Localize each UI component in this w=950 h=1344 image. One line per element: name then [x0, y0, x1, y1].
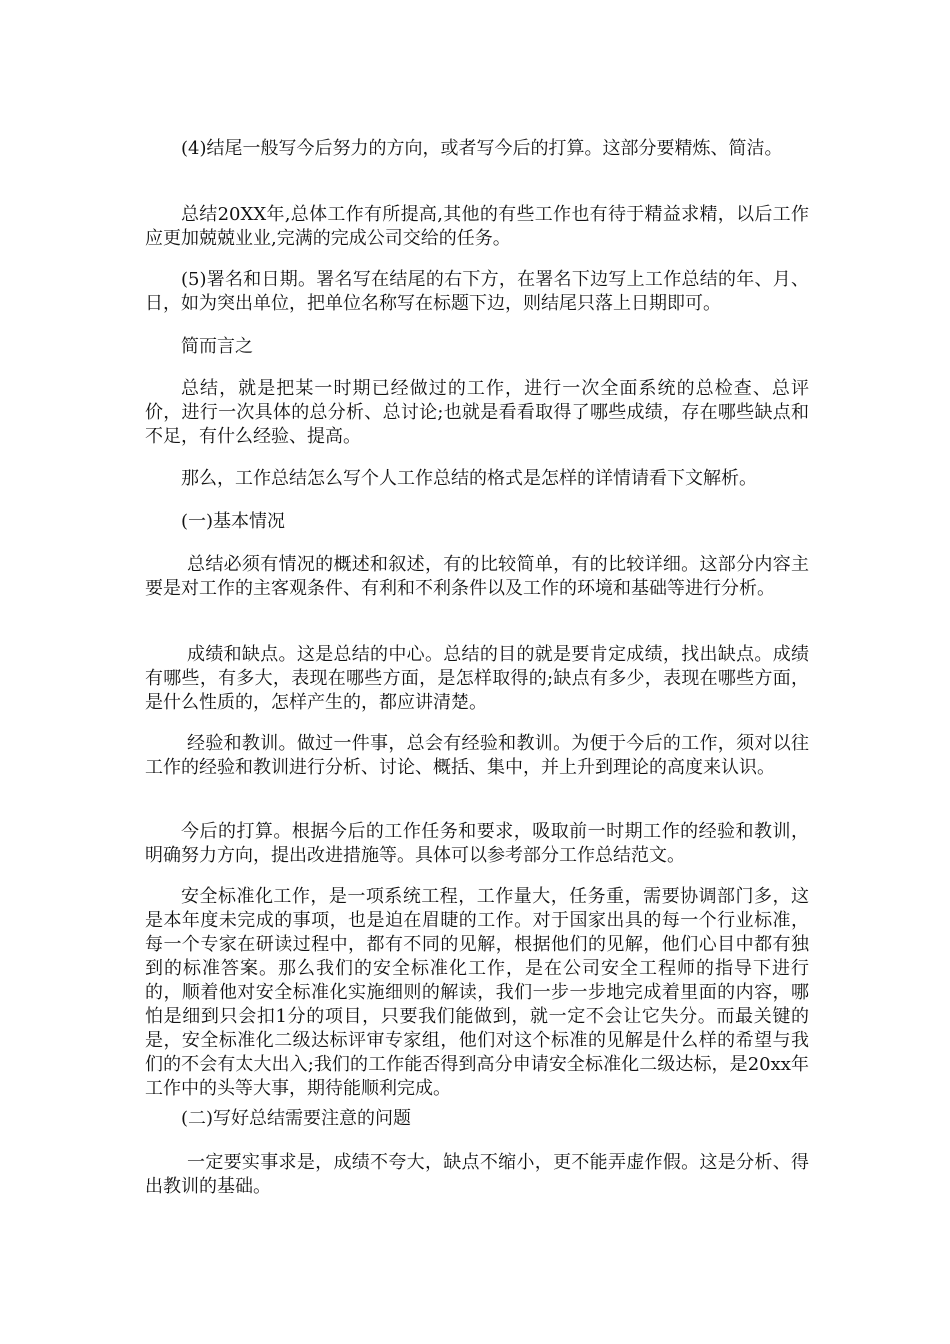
paragraph-experience-lessons: 经验和教训。做过一件事，总会有经验和教训。为便于今后的工作，须对以往工作的经验和教训进行分析、讨论、概括、集中，并上升到理论的高度来认识。: [145, 733, 809, 778]
paragraph-intro-format: 那么，工作总结怎么写个人工作总结的格式是怎样的详情请看下文解析。: [181, 468, 757, 489]
paragraph-safety-standardization: 安全标准化工作，是一项系统工程，工作量大，任务重，需要协调部门多，这是本年度未完成的事项，也是迫在眉睫的工作。对于国家出具的每一个行业标准，每一个专家在研读过程中，都有不同的见解，根据他们的见解，他们心目中都有独到的标准答案。那么我们的安全标准化工作，是在公司安全工程师的指导下进行的，顺着他对安全标准化实施细则的解读，我们一步一步地完成着里面的内容，哪怕是细到只会扣1分的项目，只要我们能做到，就一定不会让它失分。而最关键的是，安全标准化二级达标评审专家组，他们对这个标准的见解是什么样的希望与我们的不会有太大出入;我们的工作能否得到高分申请安全标准化二级达标，是20xx年工作中的头等大事，期待能顺利完成。: [145, 886, 809, 1099]
heading-attention-issues: (二)写好总结需要注意的问题: [181, 1108, 412, 1129]
paragraph-achievements-shortcomings: 成绩和缺点。这是总结的中心。总结的目的就是要肯定成绩，找出缺点。成绩有哪些，有多大，表现在哪些方面，是怎样取得的;缺点有多少，表现在哪些方面，是什么性质的，怎样产生的，都应讲清楚。: [145, 644, 809, 713]
paragraph-conclusion-direction: (4)结尾一般写今后努力的方向，或者写今后的打算。这部分要精炼、简洁。: [181, 138, 783, 159]
paragraph-seek-truth: 一定要实事求是，成绩不夸大，缺点不缩小，更不能弄虚作假。这是分析、得出教训的基础。: [145, 1152, 809, 1197]
paragraph-future-plans: 今后的打算。根据今后的工作任务和要求，吸取前一时期工作的经验和教训，明确努力方向，提出改进措施等。具体可以参考部分工作总结范文。: [145, 821, 809, 866]
paragraph-summary-20xx: 总结20XX年,总体工作有所提高,其他的有些工作也有待于精益求精，以后工作应更加兢兢业业,完满的完成公司交给的任务。: [145, 204, 809, 249]
paragraph-in-short: 简而言之: [181, 336, 253, 357]
paragraph-signature-date: (5)署名和日期。署名写在结尾的右下方，在署名下边写上工作总结的年、月、日，如为突出单位，把单位名称写在标题下边，则结尾只落上日期即可。: [145, 269, 809, 314]
paragraph-situation-overview: 总结必须有情况的概述和叙述，有的比较简单，有的比较详细。这部分内容主要是对工作的主客观条件、有利和不利条件以及工作的环境和基础等进行分析。: [145, 554, 809, 599]
heading-basic-situation: (一)基本情况: [181, 511, 286, 532]
paragraph-summary-definition: 总结，就是把某一时期已经做过的工作，进行一次全面系统的总检查、总评价，进行一次具体的总分析、总讨论;也就是看看取得了哪些成绩，存在哪些缺点和不足，有什么经验、提高。: [145, 378, 809, 447]
